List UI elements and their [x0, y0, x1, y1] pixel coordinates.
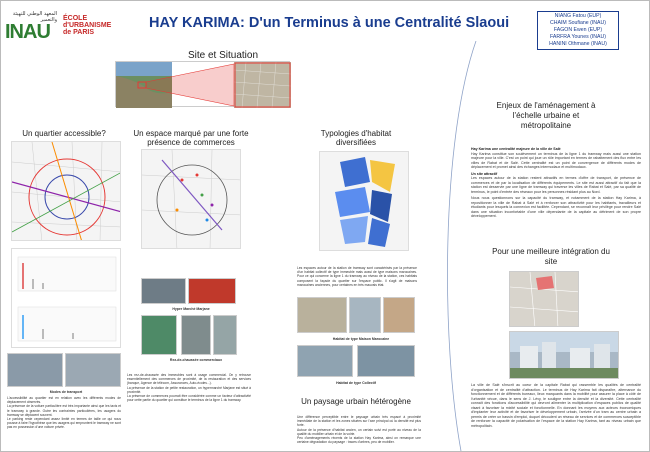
typologies-map-graphic [320, 152, 409, 251]
author-name: FARFRA Younes (INAU) [550, 34, 606, 40]
paysage-bullet: Peu d'aménagements récents de la station Hay Karima, ainsi on remarque une certaine dégradation du paysage : traces d'arbres, peu de mobilier. [297, 436, 421, 445]
author-name: HANINI Othmane (INAU) [549, 41, 607, 47]
ecole-urbanisme-logo: ÉCOLE d'URBANISME de PARIS [63, 15, 112, 36]
commerce-map [141, 149, 241, 249]
enjeux-paragraph-3: Nous nous questionnons sur la capacité du tramway, et notamment de la station Hay Karima, à repositionner la ville de Rabat à Salé et à renforcer son attractivité pour les habitants, travailleurs et étudiants pour lesquels la connexion est facilitée. Cependant, se reconnaît leur privilège pour rendre Salé dans une situation inconfortable d'une ville dépendante de la capitale au détriment de son propre développement. [471, 196, 641, 218]
enjeux-subtitle-1: Hay Karima une centralité majeure de la ville de Salé [471, 147, 561, 151]
marjane-photo-1 [141, 278, 186, 304]
inau-logo [5, 11, 57, 45]
marocain-photo-3 [383, 297, 415, 333]
integration-text: La ville de Salé s'inscrit au coeur de la capitale Rabat qui rassemble les qualités de centralité d'organisation et de centralité d'attraction. Le terminus de Hay Karima fait disparaître, alternance du fonctionnement et de différents bureaux, lieux marquants dans la mobilité pour assurer la place à côté de l'urbanité vécue, dans le sens de J. Lévy, le souligne entre la densité et la diversité. Cette centralité connaît des fonctions d'accessibilité qui devront alimenter la multiplication d'espaces publics de qualité visant à favoriser la mixité sociale et fonctionnelle. En donnant les moyens aux acteurs économiques d'implanter leur activité et de favoriser le développement urbain, l'arrivée d'un tram au centre urbain a permis de créer un bassin d'emploi, duquel découlent un réseau de services et de commerces susceptible de renforcer la capacité de polarisation de l'espace de la station Hay Karima, tant au niveau urbain que métropolitain. [471, 383, 641, 428]
poster-title: HAY KARIMA: D'un Terminus à une Centralité Slaoui [149, 15, 510, 31]
transport-photo-2 [65, 353, 121, 387]
chaussee-photo-3 [213, 315, 237, 355]
marocain-caption: Habitat de type Maison Marocaine [332, 337, 390, 341]
marocain-photo-2 [349, 297, 381, 333]
access-map [11, 141, 121, 241]
marjane-photo-2 [188, 278, 236, 304]
integration-render [509, 331, 619, 379]
integration-render-graphic [510, 332, 619, 379]
author-name: CHAIM Soufiane (INAU) [550, 20, 606, 26]
paysage-bullet: Autour de la présence d'habitat ancien, un certain suivi est porté au niveau de la qualité du mobilier urbain et de la voirie. [297, 427, 421, 436]
commerce-bullet: Les rez-de-chaussée des immeubles sont à usage commercial. On y retrouve essentiellement des commerces de proximité, de la restauration et des services (banque, Agence de télécom, Assurances, Auto-écoles...). [127, 373, 251, 386]
inau-logo-text: INAU [5, 21, 50, 43]
author-name: FAGON Ewen (EUP) [553, 27, 603, 33]
site-situation-heading: Site et Situation [187, 50, 259, 61]
chaussee-photo-2 [181, 315, 211, 355]
transport-caption: Modes de transport [49, 390, 83, 394]
collectif-caption: Habitat de type Collectif [336, 381, 376, 385]
enjeux-paragraph-2: Les espaces autour de la station restent attractifs en termes d'offre de transport, de présence de commerces et de par la localisation de différents équipements. Le site est aussi attractif du fait que la station est desservie par une ligne de tramway qui traverse les villes de Rabat et Salé, par sa qualité de terminus, le point d'entrée des réseaux pour les personnes résidant plus au Nord. [471, 176, 641, 194]
access-bullet: La présence de la voiture particulière est très importante ainsi que les taxis et le tramway à grande. Outre les contraintes particulières, les usagers du tramway se déplacent souvent. [7, 404, 121, 417]
access-bullet: L'accessibilité au quartier est en relation avec les différents modes de déplacement observés. [7, 396, 121, 405]
transport-photo-1 [7, 353, 63, 387]
chaussee-photo-1 [141, 315, 177, 355]
marocain-photo-1 [297, 297, 347, 333]
marjane-caption: Hyper Marché Marjane [172, 307, 210, 311]
commerce-heading: Un espace marqué par une forte présence de commerces [133, 129, 249, 147]
chaussee-caption: Rez-de-chaussée commerciaux [169, 358, 223, 362]
integration-map-graphic [510, 272, 579, 327]
access-bullet: Le parking reste cependant assez limité en termes de taille ce qui nous pousse à faire l'hypothèse que les usagers qui empruntent le tramway ne sont pas en possession d'une voiture privée. [7, 417, 121, 430]
access-heading: Un quartier accessible? [22, 129, 106, 138]
enjeux-heading: Enjeux de l'aménagement à l'échelle urbaine et métropolitaine [496, 101, 596, 130]
typologies-text: Les espaces autour de la station de tramway sont caractérisés par la présence d'un habitat collectif de type immeuble mais aussi de type maisons marocaines. Pour ce qui concerne la ligne 1 du tramway au niveau de la station, ces habitats composent la façade du quartier sur l'espace public. Il s'agit de maisons marocaines anciennes, pour certaines en très mauvais état. [297, 266, 417, 287]
inau-logo-arabic: المعهد الوطني للتهيئة والتعمير [12, 11, 57, 23]
integration-heading: Pour une meilleure intégration du site [492, 247, 610, 266]
typologies-map [319, 151, 409, 251]
site-maps [115, 61, 290, 107]
enjeux-subtitle-2: Un site attractif [471, 171, 498, 176]
author-name: NIANG Fatou (EUP) [554, 13, 602, 19]
commerce-map-graphic [142, 150, 241, 249]
commerce-bullet: La présence de la station de petite restauration, un hypermarché Marjane est situé à proximité. [127, 385, 251, 394]
paysage-bullet: Une différence perceptible entre le paysage urbain très espacé à proximité immédiate de la station et les zones situées sur l'axe principal où la densité est plus forte. [297, 415, 421, 428]
access-charts-graphic [12, 249, 122, 349]
enjeux-text [471, 147, 641, 219]
paysage-heading: Un paysage urbain hétérogène [301, 397, 411, 406]
commerce-text [127, 373, 251, 402]
integration-map [509, 271, 579, 327]
site-maps-graphic [116, 62, 291, 108]
authors-box [537, 11, 619, 50]
collectif-photo-2 [357, 345, 415, 377]
access-text [7, 396, 121, 430]
commerce-bullet: La présence de commerces pourrait être considérée comme un facteur d'attractivité pour cette partie du quartier qui constitue le terminus de la ligne 1 du tramway. [127, 394, 251, 403]
paysage-text [297, 415, 421, 444]
access-charts [11, 248, 121, 348]
typologies-heading: Typologies d'habitat diversifiées [320, 129, 392, 147]
collectif-photo-1 [297, 345, 353, 377]
enjeux-paragraph-1: Hay Karima constitue son soulèvement un terminus de la ligne 1 du tramway mais aussi une station majeure pour la ville. C'est un point qui joue un rôle important en termes de rabattement des flux entre les villes de Rabat et de Salé. Cette centralité est un point de convergence de différents modes de déplacement et promet ainsi des échanges intermodaux et multimodaux. [471, 151, 641, 169]
access-map-graphic [12, 142, 121, 241]
